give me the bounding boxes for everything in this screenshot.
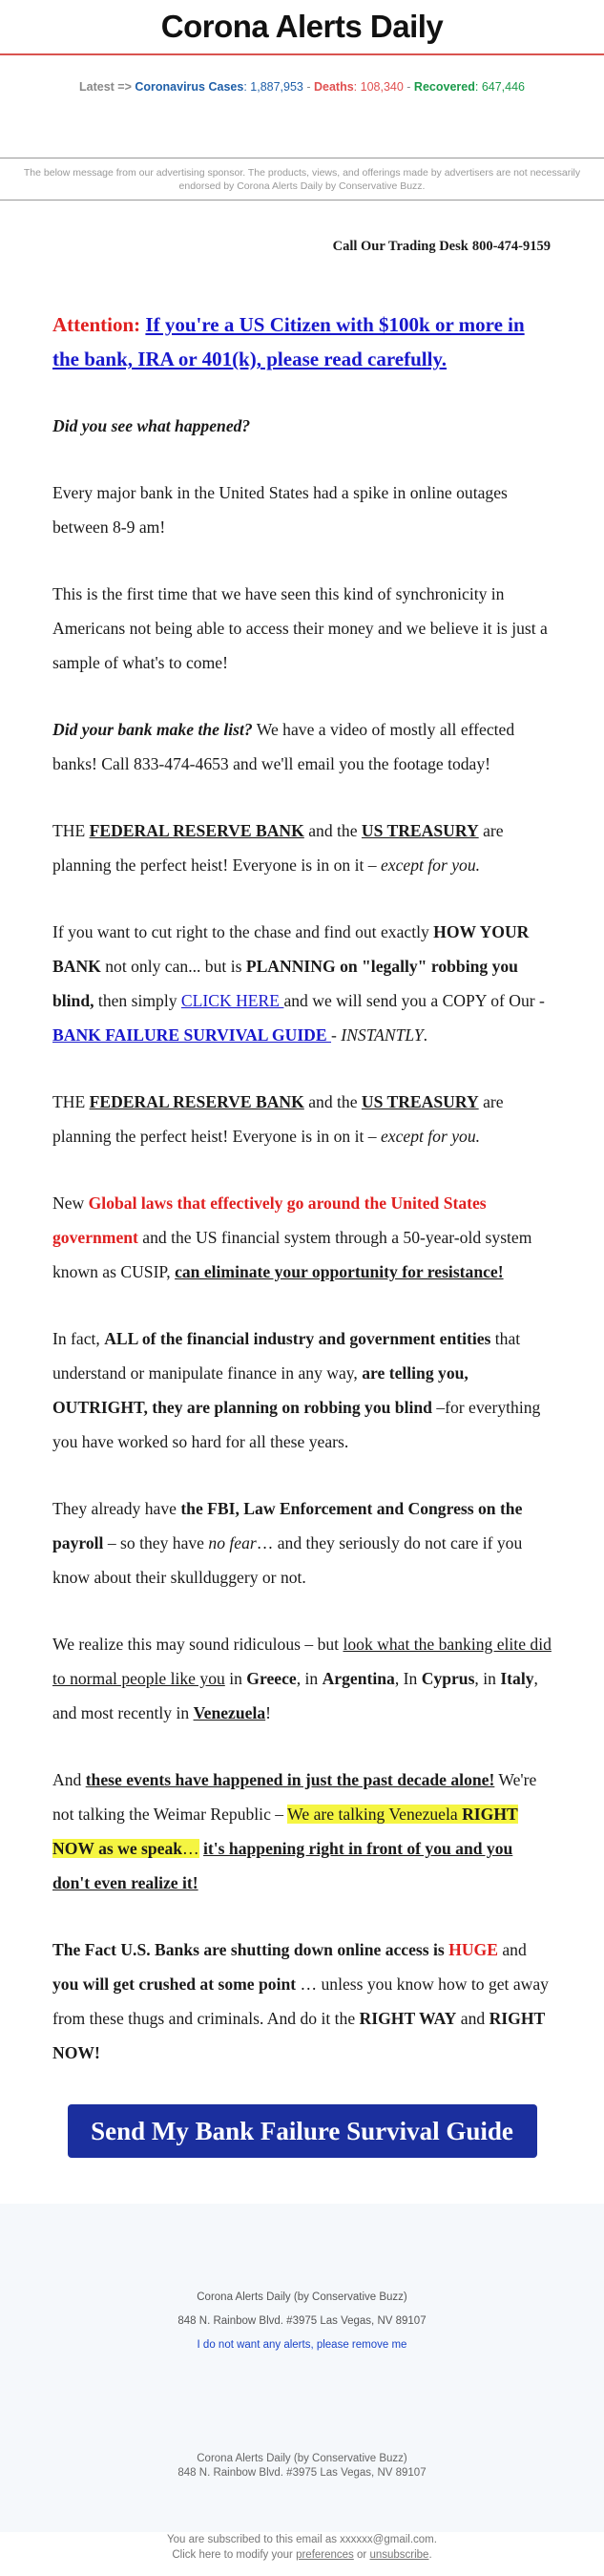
stats-recovered-label: Recovered [413,80,475,94]
paragraph-bank-list: Did your bank make the list? We have a video of mostly all effected banks! Call 833-474-4653 and we'll email you the footage today! [52,720,515,773]
modify-preferences-line: Click here to modify your preferences or unsubscribe. [172,2549,432,2561]
attention-label: Attention: [52,313,141,336]
paragraph-heist-1: THE FEDERAL RESERVE BANK and the US TREASURY are planning the perfect heist! Everyone is in on it – except for you. [52,821,504,875]
remove-alerts-link[interactable]: I do not want any alerts, please remove me [197,2339,407,2351]
preferences-link[interactable]: preferences [296,2549,354,2561]
footer-secondary [0,2452,604,2532]
stats-deaths-label: Deaths [313,80,354,94]
cta-wrap [52,2104,552,2158]
footer-address-2: 848 N. Rainbow Blvd. #3975 Las Vegas, NV 89107 [177,2467,427,2479]
survival-guide-link[interactable]: BANK FAILURE SURVIVAL GUIDE [52,1025,332,1045]
call-label: Call Our Trading Desk [332,239,469,254]
paragraph-past-decade: And these events have happened in just the past decade alone! We're not talking the Weimar Republic – We are talking Venezuela RIGHT NOW as we speak… it's happening right in front of you and you don't even realize it! [52,1770,537,1892]
paragraph-financial-industry: In fact, ALL of the financial industry and government entities that understand or manipulate finance in any way, are telling you, OUTRIGHT, they are planning on robbing you blind –for everything you have worked so hard for all these years. [52,1329,541,1451]
subscription-footer [0,2532,604,2576]
footer-org: Corona Alerts Daily (by Conservative Buzz) [197,2291,407,2303]
stats-cases-label: Coronavirus Cases [135,80,244,94]
paragraph-heist-2: THE FEDERAL RESERVE BANK and the US TREASURY are planning the perfect heist! Everyone is in on it – except for you. [52,1092,504,1146]
footer-org-2: Corona Alerts Daily (by Conservative Buzz) [197,2453,407,2464]
paragraph-bank-outages: Every major bank in the United States had a spike in online outages between 8-9 am! [52,483,508,537]
covid-stats-bar: Latest => Coronavirus Cases: 1,887,953 - Deaths: 108,340 - Recovered: 647,446 [79,80,525,94]
disclaimer-bottom-divider [0,200,604,201]
paragraph-click-here: If you want to cut right to the chase and find out exactly HOW YOUR BANK not only can... but is PLANNING on "legally" robbing you blind, then simply CLICK HERE and we will send you a COPY of Our - BANK FAILURE SURVIVAL GUIDE - INSTANTLY. [52,922,545,1045]
stats-deaths-value: 108,340 [360,80,404,94]
paragraph-global-laws: New Global laws that effectively go around the United States government and the US financial system through a 50-year-old system known as CUSIP, can eliminate your opportunity for resistance! [52,1193,532,1281]
ad-content [0,239,604,2158]
paragraph-huge: The Fact U.S. Banks are shutting down online access is HUGE and you will get crushed at some point … unless you know how to get away from these thugs and criminals. And do it the RIGHT WAY and RIGHT NOW! [52,1940,549,2062]
paragraph-countries: We realize this may sound ridiculous – but look what the banking elite did to normal people like you in Greece, in Argentina, In Cyprus, in Italy, and most recently in Venezuela! [52,1635,552,1722]
call-phone[interactable]: 800-474-9159 [471,239,551,254]
unsubscribe-link[interactable]: unsubscribe [369,2549,429,2561]
brand-logo-text: Corona Alerts Daily [160,9,444,44]
paragraph-synchronicity: This is the first time that we have seen this kind of synchronicity in Americans not being able to access their money and we believe it is just a sample of what's to come! [52,584,548,672]
sponsor-disclaimer: The below message from our advertising sponsor. The products, views, and offerings made by advertisers are not necessarily endorsed by Corona Alerts Daily by Conservative Buzz. [23,167,581,192]
paragraph-fbi: They already have the FBI, Law Enforcement and Congress on the payroll – so they have no fear… and they seriously do not care if you know about their skullduggery or not. [52,1499,523,1587]
footer [0,2204,604,2452]
attention-headline [52,307,552,376]
header [0,0,604,53]
footer-address: 848 N. Rainbow Blvd. #3975 Las Vegas, NV 89107 [177,2315,427,2327]
trading-desk-call [52,239,552,258]
stats-latest-label: Latest => [79,80,132,94]
stats-recovered-value: 647,446 [481,80,525,94]
click-here-link[interactable]: CLICK HERE [180,991,284,1010]
paragraph-did-you-see: Did you see what happened? [52,416,251,435]
stats-cases-value: 1,887,953 [250,80,303,94]
subscribed-email-text: You are subscribed to this email as xxxxxx@gmail.com. [167,2534,437,2545]
attention-link[interactable]: If you're a US Citizen with $100k or more in the bank, IRA or 401(k), please read carefully. [52,313,525,370]
sponsor-disclaimer-section [0,158,604,201]
send-guide-button[interactable]: Send My Bank Failure Survival Guide [68,2104,537,2158]
